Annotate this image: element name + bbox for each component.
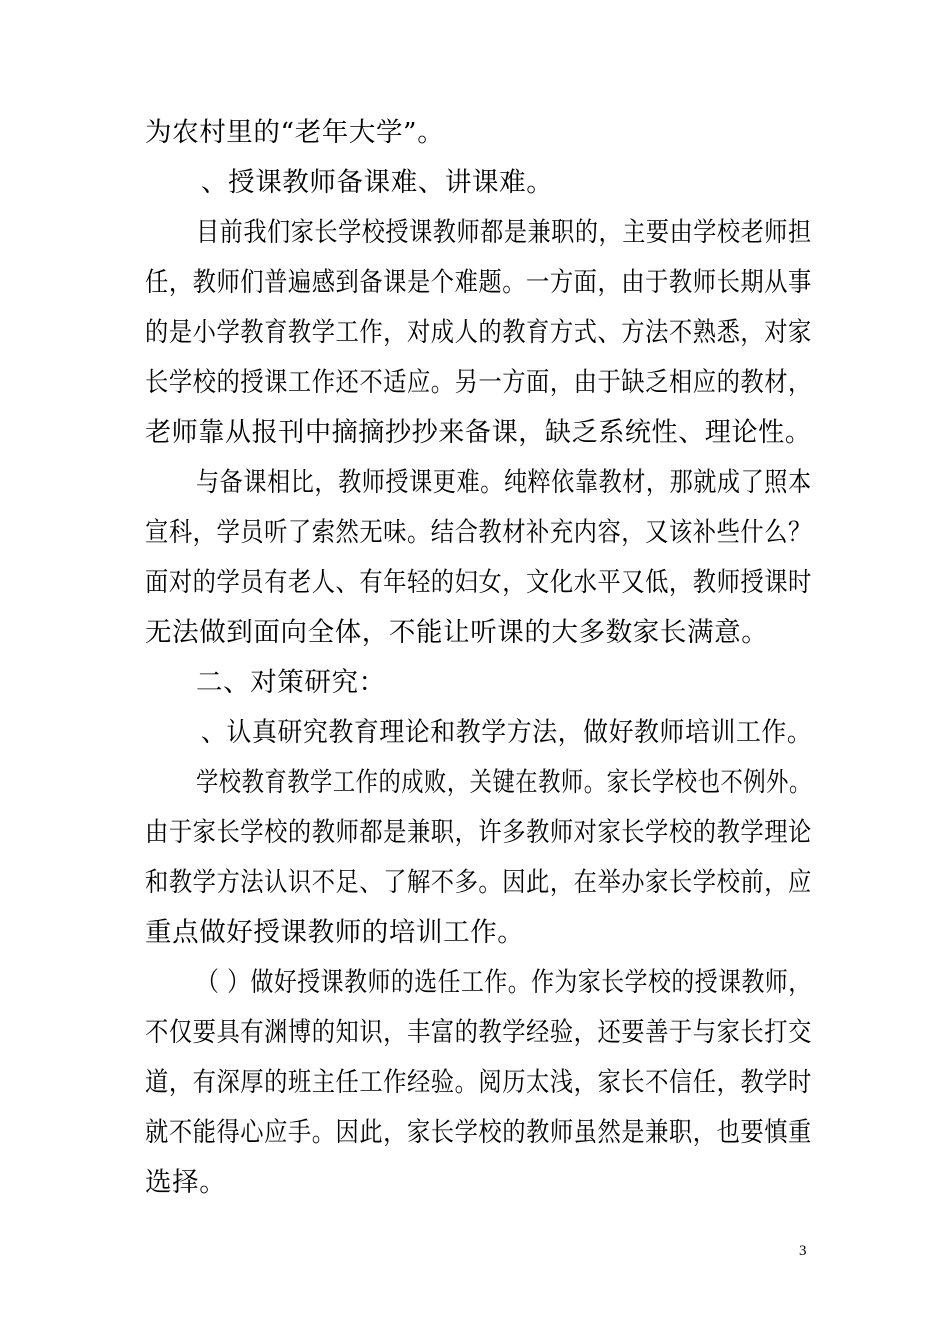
text-line: 长学校的授课工作还不适应。另一方面，由于缺乏相应的教材， — [145, 367, 812, 398]
text-line: 由于家长学校的教师都是兼职，许多教师对家长学校的教学理论 — [145, 817, 812, 848]
text-line: 就不能得心应手。因此，家长学校的教师虽然是兼职，也要慎重 — [145, 1117, 812, 1148]
section-heading: 二、对策研究： — [196, 667, 386, 698]
text-line: 面对的学员有老人、有年轻的妇女，文化水平又低，教师授课时 — [145, 567, 812, 598]
text-line: 、认真研究教育理论和教学方法，做好教师培训工作。 — [201, 717, 813, 748]
text-line: 、授课教师备课难、讲课难。 — [201, 167, 554, 198]
text-line: 目前我们家长学校授课教师都是兼职的，主要由学校老师担 — [196, 217, 812, 248]
text-line: 无法做到面向全体，不能让听课的大多数家长满意。 — [145, 617, 769, 648]
text-line: 和教学方法认识不足、了解不多。因此，在举办家长学校前，应 — [145, 867, 812, 898]
text-line: （ ）做好授课教师的选任工作。作为家长学校的授课教师， — [196, 967, 812, 998]
text-line: 与备课相比，教师授课更难。纯粹依靠教材，那就成了照本 — [196, 467, 812, 498]
text-line: 宣科，学员听了索然无味。结合教材补充内容，又该补些什么？ — [145, 517, 812, 548]
text-line: 不仅要具有渊博的知识，丰富的教学经验，还要善于与家长打交 — [145, 1017, 812, 1048]
text-line: 为农村里的“老年大学”。 — [145, 117, 445, 148]
text-line: 学校教育教学工作的成败，关键在教师。家长学校也不例外。 — [196, 767, 812, 798]
text-line: 的是小学教育教学工作，对成人的教育方式、方法不熟悉，对家 — [145, 317, 812, 348]
text-line: 选择。 — [145, 1167, 227, 1198]
text-line: 老师靠从报刊中摘摘抄抄来备课，缺乏系统性、理论性。 — [145, 417, 812, 448]
page-number: 3 — [799, 1243, 807, 1259]
text-line: 任，教师们普遍感到备课是个难题。一方面，由于教师长期从事 — [145, 267, 812, 298]
text-line: 道，有深厚的班主任工作经验。阅历太浅，家长不信任，教学时 — [145, 1067, 812, 1098]
text-line: 重点做好授课教师的培训工作。 — [145, 917, 525, 948]
